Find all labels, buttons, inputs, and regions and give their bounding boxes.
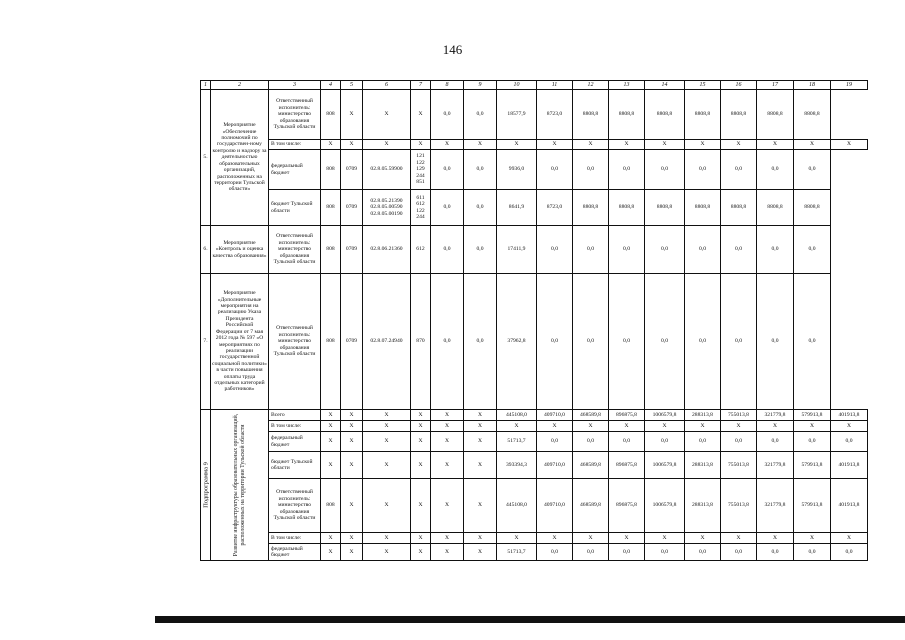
cell: 288313,8: [685, 479, 721, 533]
cell: X: [757, 140, 794, 150]
cell: X: [431, 421, 464, 432]
table-row: [201, 544, 868, 561]
cell: X: [341, 410, 363, 421]
cell: 0,0: [431, 90, 464, 140]
measure-name: Мероприятие «Обеспечение полномочий по государствен-ному контролю и надзору за деятельностью образовательных организаций, расположенных на территории Тульской области»: [211, 90, 269, 226]
cell: 8808,8: [609, 90, 645, 140]
cell: 896875,8: [609, 410, 645, 421]
cell: X: [431, 479, 464, 533]
cell: X: [341, 544, 363, 561]
cell: 02.8.05.21390 02.8.05.00590 02.8.05.00190: [363, 190, 411, 226]
cell: 0,0: [573, 150, 609, 190]
cell: 808: [321, 150, 341, 190]
cell: 17411,9: [497, 226, 537, 274]
cell: федеральный бюджет: [269, 150, 321, 190]
cell: X: [464, 421, 497, 432]
table-row: [201, 274, 868, 410]
cell: X: [537, 421, 573, 432]
cell: X: [363, 533, 411, 544]
cell: 0,0: [645, 544, 685, 561]
executor-cell: Ответственный исполнитель: министерство образования Тульской области: [269, 226, 321, 274]
cell: 0,0: [431, 190, 464, 226]
cell: 0,0: [609, 226, 645, 274]
cell: X: [411, 421, 431, 432]
cell: 121 122 129 244 851: [411, 150, 431, 190]
table-row: [201, 421, 868, 432]
subprogram-label: Подпрограмма 9: [201, 462, 209, 508]
cell: 409710,0: [537, 479, 573, 533]
cell: X: [363, 432, 411, 452]
col-header: 15: [685, 81, 721, 90]
cell: 0,0: [794, 274, 831, 410]
cell: X: [411, 90, 431, 140]
cell: X: [363, 140, 411, 150]
cell: 51713,7: [497, 544, 537, 561]
cell: 0,0: [609, 544, 645, 561]
cell: 0,0: [645, 226, 685, 274]
cell: В том числе:: [269, 421, 321, 432]
cell: 0,0: [685, 150, 721, 190]
cell: 321779,8: [757, 410, 794, 421]
cell: 18577,9: [497, 90, 537, 140]
cell: X: [497, 421, 537, 432]
cell: 0,0: [757, 432, 794, 452]
cell: 37962,8: [497, 274, 537, 410]
cell: 0,0: [537, 432, 573, 452]
table-row: [201, 150, 868, 190]
cell: 51713,7: [497, 432, 537, 452]
cell: 0,0: [464, 274, 497, 410]
executor-cell: Ответственный исполнитель: министерство образования Тульской области: [269, 479, 321, 533]
cell: 8808,8: [685, 90, 721, 140]
cell: 393394,3: [497, 452, 537, 479]
cell: 401913,8: [831, 410, 868, 421]
cell: 0,0: [721, 150, 757, 190]
cell: 445108,0: [497, 410, 537, 421]
cell: X: [411, 410, 431, 421]
cell: 0,0: [464, 90, 497, 140]
cell: X: [831, 140, 868, 150]
cell: 401913,8: [831, 452, 868, 479]
table-row: [201, 190, 868, 226]
cell: X: [411, 452, 431, 479]
cell: 0,0: [794, 544, 831, 561]
cell: X: [411, 140, 431, 150]
col-header: 3: [269, 81, 321, 90]
scan-edge-bar: [155, 616, 905, 623]
cell: X: [363, 410, 411, 421]
cell: 808: [321, 274, 341, 410]
cell: федеральный бюджет: [269, 432, 321, 452]
table-row: [201, 479, 868, 533]
cell: 0,0: [464, 226, 497, 274]
cell: 9936,0: [497, 150, 537, 190]
cell: 896875,8: [609, 452, 645, 479]
cell: X: [831, 421, 868, 432]
executor-cell: Ответственный исполнитель: министерство образования Тульской области: [269, 90, 321, 140]
cell: X: [411, 544, 431, 561]
cell: 401913,8: [831, 479, 868, 533]
cell: 1006579,8: [645, 410, 685, 421]
cell: 808: [321, 90, 341, 140]
cell: 0709: [341, 150, 363, 190]
cell: X: [537, 533, 573, 544]
col-header: 12: [573, 81, 609, 90]
cell: X: [537, 140, 573, 150]
cell: 0,0: [537, 544, 573, 561]
table-row: [201, 90, 868, 140]
cell: X: [573, 140, 609, 150]
cell: X: [411, 479, 431, 533]
cell: X: [497, 140, 537, 150]
table-row: [201, 452, 868, 479]
budget-table: [200, 80, 868, 561]
cell: 0,0: [573, 226, 609, 274]
table-row: [201, 410, 868, 421]
cell: X: [464, 140, 497, 150]
col-header: 2: [211, 81, 269, 90]
cell: 8808,8: [794, 190, 831, 226]
cell: X: [721, 140, 757, 150]
cell: 8808,8: [573, 190, 609, 226]
cell: X: [363, 544, 411, 561]
cell: 0,0: [685, 432, 721, 452]
cell: 0,0: [721, 226, 757, 274]
cell: 0,0: [609, 274, 645, 410]
cell: 755013,8: [721, 479, 757, 533]
cell: 8808,8: [721, 190, 757, 226]
cell: 321779,8: [757, 452, 794, 479]
cell: X: [431, 410, 464, 421]
subprogram-desc: Развитие инфраструктуры образовательных организаций, расположенных на территории Тульской области: [232, 413, 246, 557]
cell: 0,0: [537, 150, 573, 190]
cell: 0,0: [431, 274, 464, 410]
cell: 0,0: [645, 432, 685, 452]
cell: 896875,8: [609, 479, 645, 533]
cell: 0,0: [431, 226, 464, 274]
cell: 0,0: [831, 544, 868, 561]
cell: X: [341, 533, 363, 544]
cell: 0,0: [573, 274, 609, 410]
cell: 8808,8: [609, 190, 645, 226]
cell: 0,0: [685, 274, 721, 410]
cell: 8723,0: [537, 90, 573, 140]
cell: X: [757, 421, 794, 432]
col-header: 9: [464, 81, 497, 90]
cell: 0,0: [573, 432, 609, 452]
cell: X: [431, 544, 464, 561]
cell: X: [321, 421, 341, 432]
cell: 8808,8: [757, 90, 794, 140]
col-header: 1: [201, 81, 211, 90]
cell: 8723,0: [537, 190, 573, 226]
cell: 8808,8: [685, 190, 721, 226]
subprogram-cell: [201, 410, 211, 561]
cell: X: [341, 140, 363, 150]
cell: X: [645, 533, 685, 544]
col-header: 10: [497, 81, 537, 90]
cell: 409710,0: [537, 452, 573, 479]
cell: 755013,8: [721, 410, 757, 421]
cell: 808: [321, 479, 341, 533]
cell: X: [341, 90, 363, 140]
cell: 1006579,8: [645, 452, 685, 479]
cell: В том числе:: [269, 140, 321, 150]
cell: 0,0: [794, 150, 831, 190]
cell: федеральный бюджет: [269, 544, 321, 561]
cell: 0,0: [609, 432, 645, 452]
cell: 8808,8: [645, 190, 685, 226]
cell: 02.8.07.24940: [363, 274, 411, 410]
cell: 445108,0: [497, 479, 537, 533]
cell: X: [757, 533, 794, 544]
cell: 612: [411, 226, 431, 274]
cell: X: [341, 452, 363, 479]
cell: X: [341, 479, 363, 533]
cell: 0,0: [757, 274, 794, 410]
cell: 0,0: [757, 226, 794, 274]
cell: 808: [321, 226, 341, 274]
cell: X: [431, 533, 464, 544]
measure-name: Мероприятие «Контроль и оценка качества образования»: [211, 226, 269, 274]
cell: Всего: [269, 410, 321, 421]
cell: 8808,8: [721, 90, 757, 140]
cell: 0709: [341, 274, 363, 410]
cell: 1006579,8: [645, 479, 685, 533]
cell: X: [321, 452, 341, 479]
cell: 0709: [341, 226, 363, 274]
cell: X: [464, 452, 497, 479]
cell: X: [464, 410, 497, 421]
cell: X: [609, 140, 645, 150]
cell: 468589,8: [573, 452, 609, 479]
cell: X: [645, 140, 685, 150]
measure-name: Мероприятие «Дополнительные мероприятия на реализацию Указа Президента Российской Федерации от 7 мая 2012 года № 597 «О мероприятиях по реализации государственной социальной политики» в части повышения оплаты труда отдельных категорий работников»: [211, 274, 269, 410]
cell: 0,0: [721, 544, 757, 561]
executor-cell: Ответственный исполнитель: министерство образования Тульской области: [269, 274, 321, 410]
cell: X: [831, 533, 868, 544]
cell: X: [645, 421, 685, 432]
cell: 8641,9: [497, 190, 537, 226]
cell: X: [464, 479, 497, 533]
row-number: 6.: [201, 226, 211, 274]
table-row: [201, 226, 868, 274]
cell: бюджет Тульской области: [269, 452, 321, 479]
cell: X: [341, 421, 363, 432]
cell: 0,0: [831, 432, 868, 452]
cell: 0,0: [464, 190, 497, 226]
cell: X: [363, 421, 411, 432]
col-header: 19: [831, 81, 868, 90]
cell: 0,0: [537, 226, 573, 274]
cell: 0,0: [757, 544, 794, 561]
cell: X: [321, 533, 341, 544]
col-header: 6: [363, 81, 411, 90]
cell: 288313,8: [685, 452, 721, 479]
cell: X: [321, 432, 341, 452]
cell: 02.8.05.59900: [363, 150, 411, 190]
cell: 0,0: [431, 150, 464, 190]
cell: 579913,8: [794, 479, 831, 533]
cell: X: [431, 432, 464, 452]
cell: X: [431, 140, 464, 150]
cell: 0,0: [573, 544, 609, 561]
table-row: [201, 432, 868, 452]
col-header: 13: [609, 81, 645, 90]
cell: X: [464, 432, 497, 452]
cell: X: [464, 533, 497, 544]
cell: 8808,8: [645, 90, 685, 140]
cell: 0,0: [645, 150, 685, 190]
table-row: [201, 140, 868, 150]
cell: 0,0: [685, 226, 721, 274]
cell: В том числе:: [269, 533, 321, 544]
table-row: [201, 533, 868, 544]
cell: X: [794, 421, 831, 432]
cell: 0,0: [757, 150, 794, 190]
cell: X: [363, 479, 411, 533]
cell: X: [685, 140, 721, 150]
cell: 0,0: [464, 150, 497, 190]
cell: бюджет Тульской области: [269, 190, 321, 226]
col-header: 17: [757, 81, 794, 90]
cell: 0,0: [794, 432, 831, 452]
cell: 611 612 122 244: [411, 190, 431, 226]
cell: X: [321, 140, 341, 150]
cell: X: [497, 533, 537, 544]
cell: X: [431, 452, 464, 479]
cell: 468589,8: [573, 479, 609, 533]
cell: 02.8.06.21360: [363, 226, 411, 274]
cell: 288313,8: [685, 410, 721, 421]
row-number: 5.: [201, 90, 211, 226]
cell: X: [341, 432, 363, 452]
cell: 579913,8: [794, 452, 831, 479]
cell: 0,0: [721, 274, 757, 410]
header-row: [201, 81, 868, 90]
cell: 0,0: [721, 432, 757, 452]
col-header: 8: [431, 81, 464, 90]
cell: 8808,8: [757, 190, 794, 226]
col-header: 18: [794, 81, 831, 90]
cell: 409710,0: [537, 410, 573, 421]
cell: X: [363, 90, 411, 140]
cell: X: [411, 432, 431, 452]
cell: X: [363, 452, 411, 479]
cell: 0,0: [537, 274, 573, 410]
cell: 321779,8: [757, 479, 794, 533]
cell: 0,0: [645, 274, 685, 410]
cell: X: [609, 533, 645, 544]
col-header: 11: [537, 81, 573, 90]
cell: X: [411, 533, 431, 544]
col-header: 5: [341, 81, 363, 90]
cell: 0,0: [794, 226, 831, 274]
cell: X: [321, 410, 341, 421]
cell: X: [464, 544, 497, 561]
col-header: 16: [721, 81, 757, 90]
cell: 755013,8: [721, 452, 757, 479]
cell: X: [794, 140, 831, 150]
cell: 808: [321, 190, 341, 226]
subprogram-desc-cell: [211, 410, 269, 561]
cell: X: [721, 533, 757, 544]
cell: 8808,8: [794, 90, 831, 140]
cell: 0,0: [685, 544, 721, 561]
cell: 0709: [341, 190, 363, 226]
row-number: 7.: [201, 274, 211, 410]
cell: 579913,8: [794, 410, 831, 421]
cell: 0,0: [609, 150, 645, 190]
cell: X: [721, 421, 757, 432]
page-number: 146: [442, 42, 463, 57]
cell: X: [321, 544, 341, 561]
cell: X: [573, 421, 609, 432]
col-header: 4: [321, 81, 341, 90]
cell: 870: [411, 274, 431, 410]
cell: X: [609, 421, 645, 432]
cell: X: [794, 533, 831, 544]
cell: 468589,8: [573, 410, 609, 421]
cell: 8808,8: [573, 90, 609, 140]
cell: X: [685, 421, 721, 432]
col-header: 14: [645, 81, 685, 90]
cell: X: [573, 533, 609, 544]
col-header: 7: [411, 81, 431, 90]
cell: X: [685, 533, 721, 544]
